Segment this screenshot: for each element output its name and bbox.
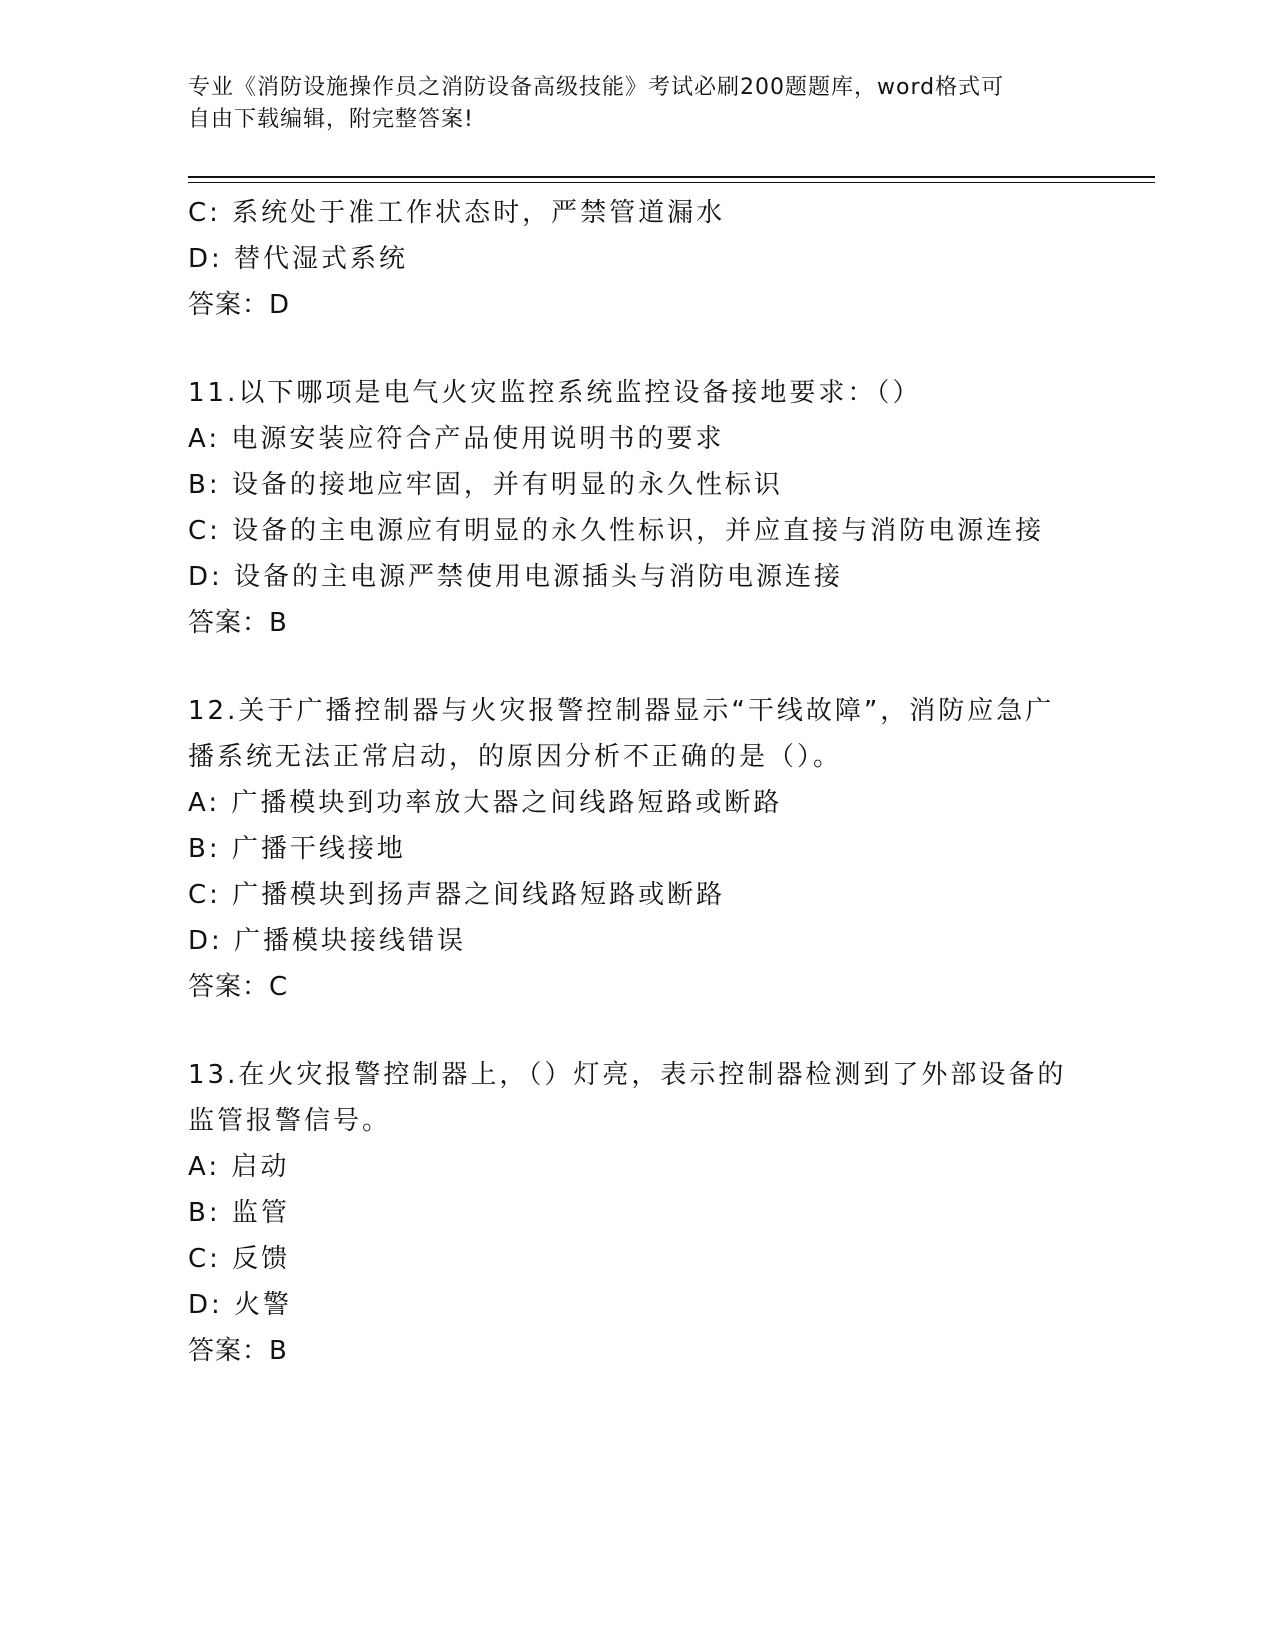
- option-a: A: 广播模块到功率放大器之间线路短路或断路: [188, 788, 783, 818]
- option-d: D: 设备的主电源严禁使用电源插头与消防电源连接: [188, 562, 844, 592]
- option-d: D: 火警: [188, 1290, 293, 1320]
- answer-line: 答案：C: [188, 972, 289, 1002]
- answer-line: 答案：B: [188, 608, 288, 638]
- spacer: [188, 328, 1088, 370]
- answer-line: 答案：B: [188, 1336, 288, 1366]
- question-stem-line-2: 监管报警信号。: [188, 1106, 392, 1136]
- option-d: D: 替代湿式系统: [188, 244, 409, 274]
- option-a: A: 启动: [188, 1152, 290, 1182]
- question-12: [188, 688, 1088, 1010]
- question-stem: 11.以下哪项是电气火灾监控系统监控设备接地要求：（）: [188, 378, 922, 408]
- document-header: [188, 72, 1088, 136]
- header-divider-thin: [188, 182, 1155, 183]
- answer-line: 答案：D: [188, 290, 291, 320]
- option-b: B: 监管: [188, 1198, 290, 1228]
- question-13: [188, 1052, 1088, 1374]
- header-divider-thick: [188, 176, 1155, 178]
- option-c: C: 广播模块到扬声器之间线路短路或断路: [188, 880, 726, 910]
- option-b: B: 设备的接地应牢固，并有明显的永久性标识: [188, 470, 783, 500]
- previous-question-tail: [188, 190, 1088, 328]
- question-11: [188, 370, 1088, 646]
- option-c: C: 系统处于准工作状态时，严禁管道漏水: [188, 198, 726, 228]
- question-stem-line-2: 播系统无法正常启动，的原因分析不正确的是（）。: [188, 742, 843, 772]
- header-line-2: 自由下载编辑，附完整答案!: [188, 107, 474, 132]
- question-content: [188, 190, 1088, 1374]
- option-b: B: 广播干线接地: [188, 834, 406, 864]
- option-c: C: 反馈: [188, 1244, 291, 1274]
- option-d: D: 广播模块接线错误: [188, 926, 467, 956]
- question-stem-line-1: 13.在火灾报警控制器上，（）灯亮，表示控制器检测到了外部设备的: [188, 1060, 1067, 1090]
- option-a: A: 电源安装应符合产品使用说明书的要求: [188, 424, 725, 454]
- spacer: [188, 1010, 1088, 1052]
- question-stem-line-1: 12.关于广播控制器与火灾报警控制器显示“干线故障”，消防应急广: [188, 696, 1055, 726]
- spacer: [188, 646, 1088, 688]
- option-c: C: 设备的主电源应有明显的永久性标识，并应直接与消防电源连接: [188, 516, 1045, 546]
- header-line-1: 专业《消防设施操作员之消防设备高级技能》考试必刷200题题库，word格式可: [188, 75, 1005, 100]
